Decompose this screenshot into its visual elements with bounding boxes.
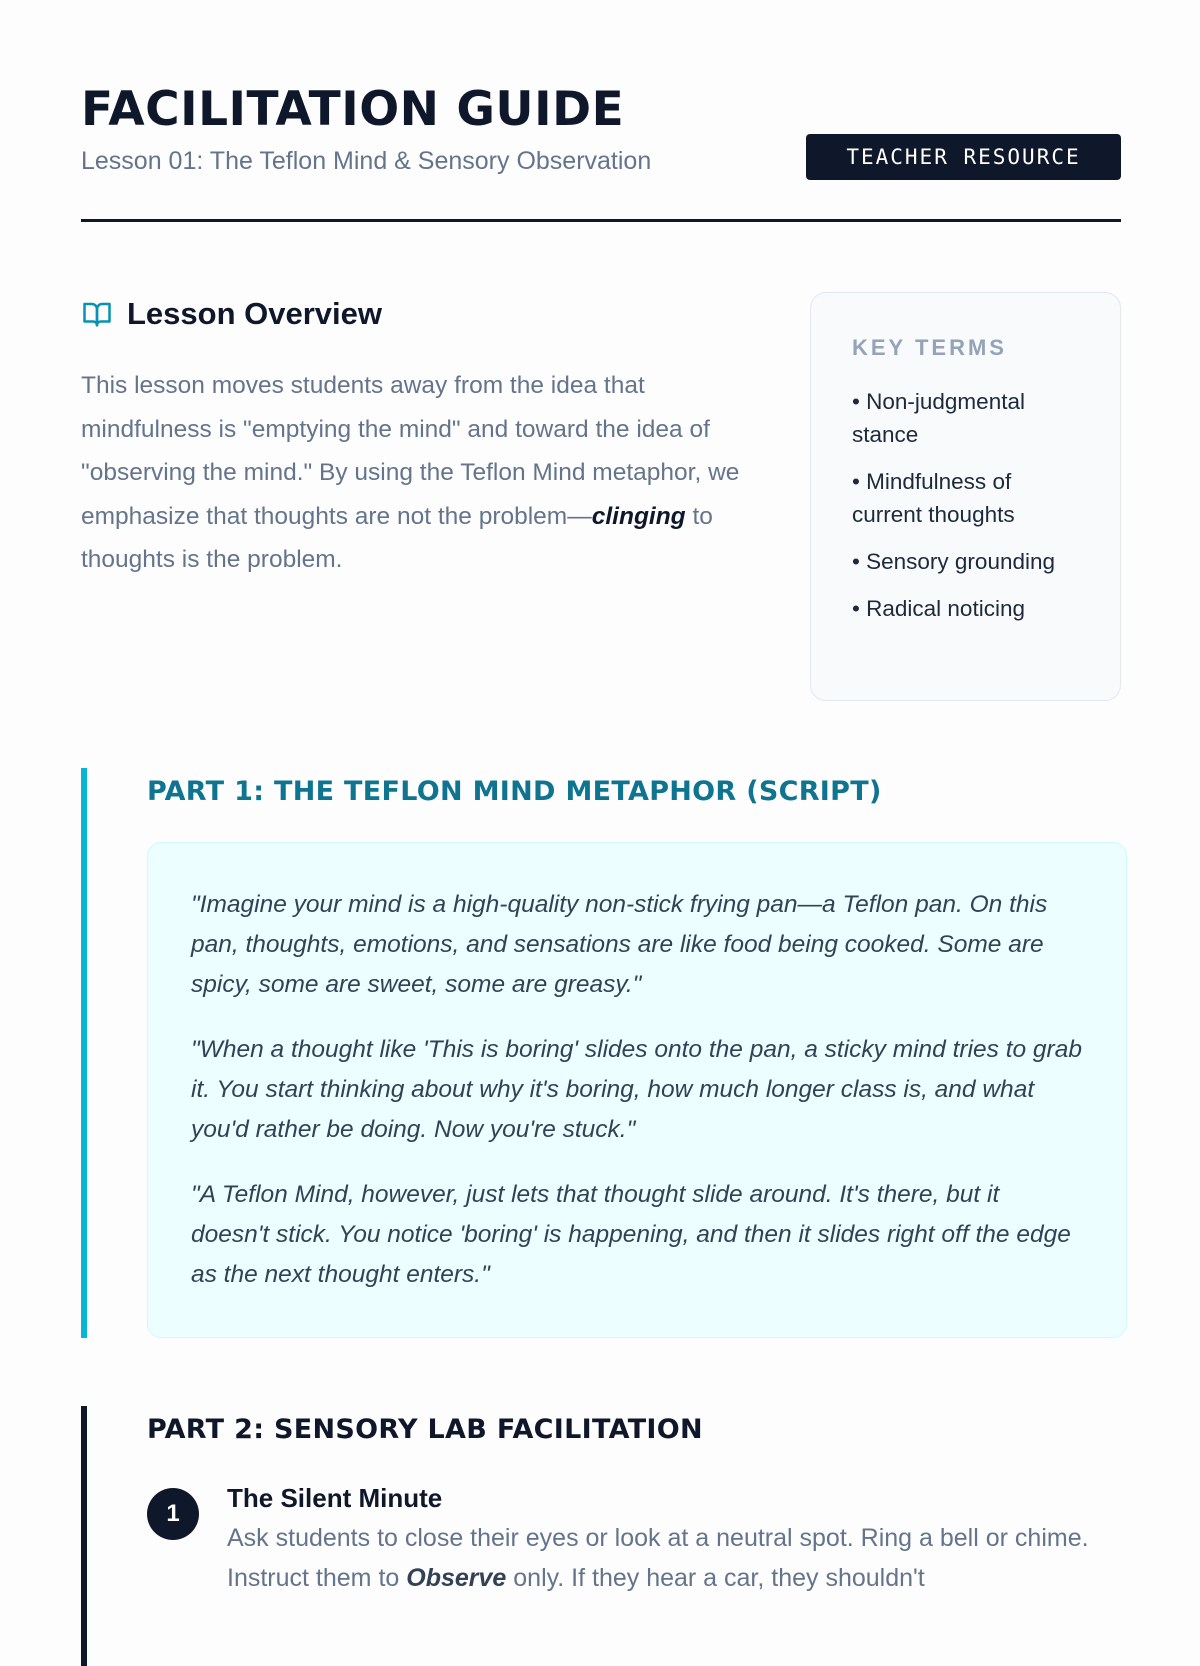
script-paragraph: "When a thought like 'This is boring' slides onto the pan, a sticky mind tries to grab it. You start thinking about why it's boring, how much longer class is, and what you'd rather be doing. Now you're stuck." bbox=[191, 1036, 1082, 1143]
key-term-item: • Mindfulness of current thoughts bbox=[852, 469, 1015, 527]
key-term-item: • Radical noticing bbox=[852, 596, 1025, 621]
key-terms-list bbox=[852, 385, 1080, 625]
step-number-badge: 1 bbox=[147, 1488, 199, 1540]
book-open-icon bbox=[81, 299, 113, 329]
key-term-item: • Non-judgmental stance bbox=[852, 389, 1025, 447]
metaphor-script-box bbox=[147, 842, 1127, 1338]
lesson-overview-text bbox=[81, 364, 741, 582]
step-body bbox=[227, 1478, 1127, 1598]
step-text-part: Ask students to close their eyes or look at a neutral spot. Ring a bell or chime. Instruct them to bbox=[227, 1524, 1089, 1592]
lesson-overview-heading bbox=[81, 292, 741, 336]
page-title: FACILITATION GUIDE bbox=[81, 82, 625, 137]
part-1-section bbox=[81, 768, 1121, 1338]
step-title: The Silent Minute bbox=[227, 1483, 443, 1513]
part-2-section bbox=[81, 1406, 1121, 1666]
overview-emphasis: clinging bbox=[591, 502, 686, 530]
step-text-part: only. If they hear a car, they shouldn't bbox=[506, 1564, 925, 1592]
overview-text-part: This lesson moves students away from the idea that mindfulness is "emptying the mind" and toward the idea of "observing the mind." By using the Teflon Mind metaphor, we emphasize that thoughts are not the problem— bbox=[81, 372, 740, 530]
teacher-resource-badge: TEACHER RESOURCE bbox=[806, 134, 1121, 180]
script-paragraph: "A Teflon Mind, however, just lets that thought slide around. It's there, but it doesn't stick. You notice 'boring' is happening, and then it slides right off the edge as the next thought enters." bbox=[191, 1181, 1071, 1288]
part-2-title: PART 2: SENSORY LAB FACILITATION bbox=[147, 1414, 703, 1445]
part-1-title: PART 1: THE TEFLON MIND METAPHOR (SCRIPT) bbox=[147, 776, 882, 807]
key-terms-card bbox=[810, 292, 1121, 701]
lesson-overview-title: Lesson Overview bbox=[127, 296, 383, 331]
script-paragraph: "Imagine your mind is a high-quality non-stick frying pan—a Teflon pan. On this pan, thoughts, emotions, and sensations are like food being cooked. Some are spicy, some are sweet, some are greasy." bbox=[191, 891, 1048, 998]
page-header bbox=[81, 0, 1121, 222]
lesson-subtitle: Lesson 01: The Teflon Mind & Sensory Observation bbox=[81, 147, 652, 175]
overview-text-part: to thoughts is the problem. bbox=[81, 502, 713, 573]
key-term-item: • Sensory grounding bbox=[852, 549, 1056, 574]
step-emphasis: Observe bbox=[406, 1564, 507, 1592]
step-description bbox=[227, 1518, 1127, 1598]
lesson-overview-section bbox=[81, 292, 741, 582]
key-terms-title: KEY TERMS bbox=[852, 335, 1007, 360]
facilitation-guide-page bbox=[81, 0, 1121, 1592]
